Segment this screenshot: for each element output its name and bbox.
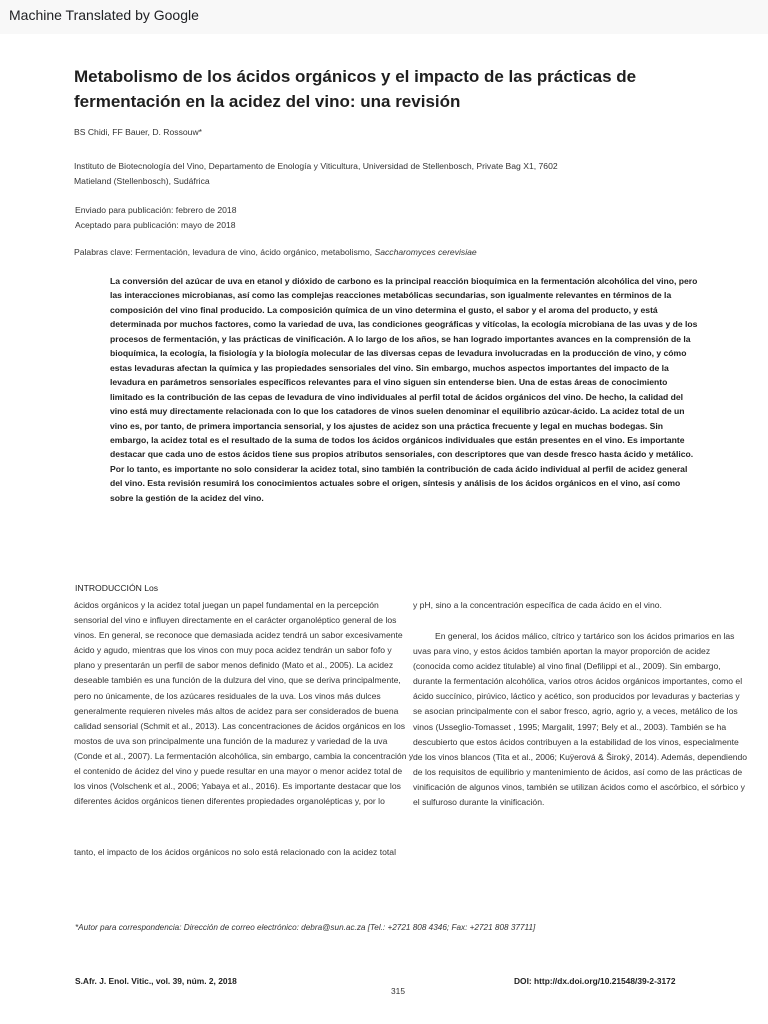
submitted-date: Enviado para publicación: febrero de 2018 bbox=[75, 205, 237, 215]
paper-title: Metabolismo de los ácidos orgánicos y el impacto de las prácticas de fermentación en la acidez del vino: una revisión bbox=[74, 67, 637, 111]
doi-link[interactable]: DOI: http://dx.doi.org/10.21548/39-2-3172 bbox=[514, 976, 676, 986]
translation-banner bbox=[0, 0, 768, 34]
intro-left-column: ácidos orgánicos y la acidez total juegan un papel fundamental en la percepción sensorial del vino e influyen directamente en el carácter organoléptico general de los vinos. En general, se reconoce que demasiada acidez tendrá un sabor excesivamente ácido y agudo, mientras que los vinos con muy poca acidez tendrán un sabor fofo y plano y presentarán un perfil de sabor menos definido (Mato et al., 2005). La acidez deseable también es una función de la dulzura del vino, que se deriva principalmente, pero no únicamente, de los azúcares residuales de la uva. Los vinos más dulces generalmente requieren niveles más altos de acidez para ser considerados de buena calidad sensorial (Schmit et al., 2013). Las concentraciones de ácidos orgánicos en los mostos de uva son principalmente una función de la madurez y variedad de la uva (Conde et al., 2007). La fermentación alcohólica, sin embargo, cambia la concentración y el contenido de ácidez del vino y puede resultar en una mayor o menor acidez total de los vinos (Volschenk et al., 2006; Yabaya et al., 2016). Es importante destacar que los diferentes ácidos orgánicos tienen diferentes propiedades organolépticas y, por lo bbox=[74, 600, 414, 807]
correspondence-footnote: *Autor para correspondencia: Dirección de correo electrónico: debra@sun.ac.za [Tel.: +2721 808 4346; Fax: +2721 808 37711] bbox=[75, 923, 536, 932]
keywords-text: Palabras clave: Fermentación, levadura de vino, ácido orgánico, metabolismo, bbox=[74, 247, 375, 257]
affiliation-line-2: Matieland (Stellenbosch), Sudáfrica bbox=[74, 176, 210, 186]
submission-dates bbox=[75, 203, 237, 232]
intro-heading: INTRODUCCIÓN Los bbox=[75, 583, 159, 593]
accepted-date: Aceptado para publicación: mayo de 2018 bbox=[75, 219, 236, 230]
affiliation bbox=[74, 159, 674, 189]
keywords bbox=[74, 247, 477, 257]
intro-right-first-line: y pH, sino a la concentración específica de cada ácido en el vino. bbox=[413, 600, 662, 610]
affiliation-line-1: Instituto de Biotecnología del Vino, Departamento de Enología y Viticultura, Universidad de Stellenbosch, Private Bag X1, 7602 bbox=[74, 161, 558, 171]
abstract: La conversión del azúcar de uva en etanol y dióxido de carbono es la principal reacción bioquímica en la fermentación alcohólica del vino, pero las interacciones microbianas, así como las complejas reacciones metabólicas secundarias, son igualmente relevantes en términos de la composición del vino final producido. La composición química de un vino determina el gusto, el sabor y el aroma del producto, y está determinada por muchos factores, como la variedad de uva, las condiciones geográficas y vitícolas, la ecología microbiana de las uvas y de los procesos de fermentación, y las prácticas de vinificación. A lo largo de los años, se han logrado importantes avances en la comprensión de la bioquímica, la ecología, la fisiología y la biología molecular de las diversas cepas de levadura involucradas en la producción de vino, y cómo estas levaduras afectan la química y las propiedades sensoriales del vino. Sin embargo, muchos aspectos importantes del impacto de la levadura en parámetros sensoriales específicos relevantes para el vino siguen sin entenderse bien. Una de estas áreas de conocimiento limitado es la contribución de las cepas de levadura de vino individuales al perfil total de ácidos orgánicos del vino. De hecho, la calidad del vino está muy directamente relacionada con lo que los catadores de vinos suelen denominar el equilibrio azúcar-ácido. La acidez total de un vino es, por tanto, de primera importancia sensorial, y los ajustes de acidez son una práctica frecuente y legal en muchas bodegas. Sin embargo, la acidez total es el resultado de la suma de todos los ácidos orgánicos individuales que están presentes en el vino. Es importante destacar que cada uno de estos ácidos tiene sus propios atributos sensoriales, con descriptores que van desde fresco hasta ácido y metálico. Por lo tanto, es importante no solo considerar la acidez total, sino también la contribución de cada ácido individual al perfil de acidez general del vino. Esta revisión resumirá los conocimientos actuales sobre el origen, síntesis y análisis de los ácidos orgánicos en el vino, así como sobre la gestión de la acidez del vino. bbox=[110, 276, 698, 503]
banner-text: Machine Translated by Google bbox=[9, 7, 199, 23]
journal-citation: S.Afr. J. Enol. Vitic., vol. 39, núm. 2, 2018 bbox=[75, 976, 237, 986]
intro-right-column: En general, los ácidos málico, cítrico y tartárico son los ácidos primarios en las uvas para vino, y estos ácidos también aportan la mayor proporción de acidez (conocida como acidez titulable) al vino final (Defilippi et al., 2009). Sin embargo, durante la fermentación alcohólica, varios otros ácidos orgánicos importantes, como el ácido succínico, pirúvico, láctico y acético, son producidos por levaduras y bacterias y se asocian principalmente con el sabor fresco, agrio, agrio y, a veces, metálico de los vinos (Usseglio-Tomasset , 1995; Margalit, 1997; Bely et al., 2003). También se ha descubierto que estos ácidos contribuyen a la estabilidad de los vinos, especialmente de los vinos blancos (Tita et al., 2006; Kuÿerová & Široký, 2014). Además, dependiendo de los requisitos de equilibrio y mantenimiento de ácidos, así como de las prácticas de vinificación de algunos vinos, también se utilizan ácidos como el ascórbico, el sórbico y el sulfuroso durante la vinificación. bbox=[413, 631, 748, 808]
keywords-species: Saccharomyces cerevisiae bbox=[374, 247, 477, 257]
intro-left-last-line: tanto, el impacto de los ácidos orgánicos no solo está relacionado con la acidez total bbox=[74, 847, 396, 857]
page-number: 315 bbox=[391, 986, 405, 996]
authors: BS Chidi, FF Bauer, D. Rossouw* bbox=[74, 127, 202, 137]
